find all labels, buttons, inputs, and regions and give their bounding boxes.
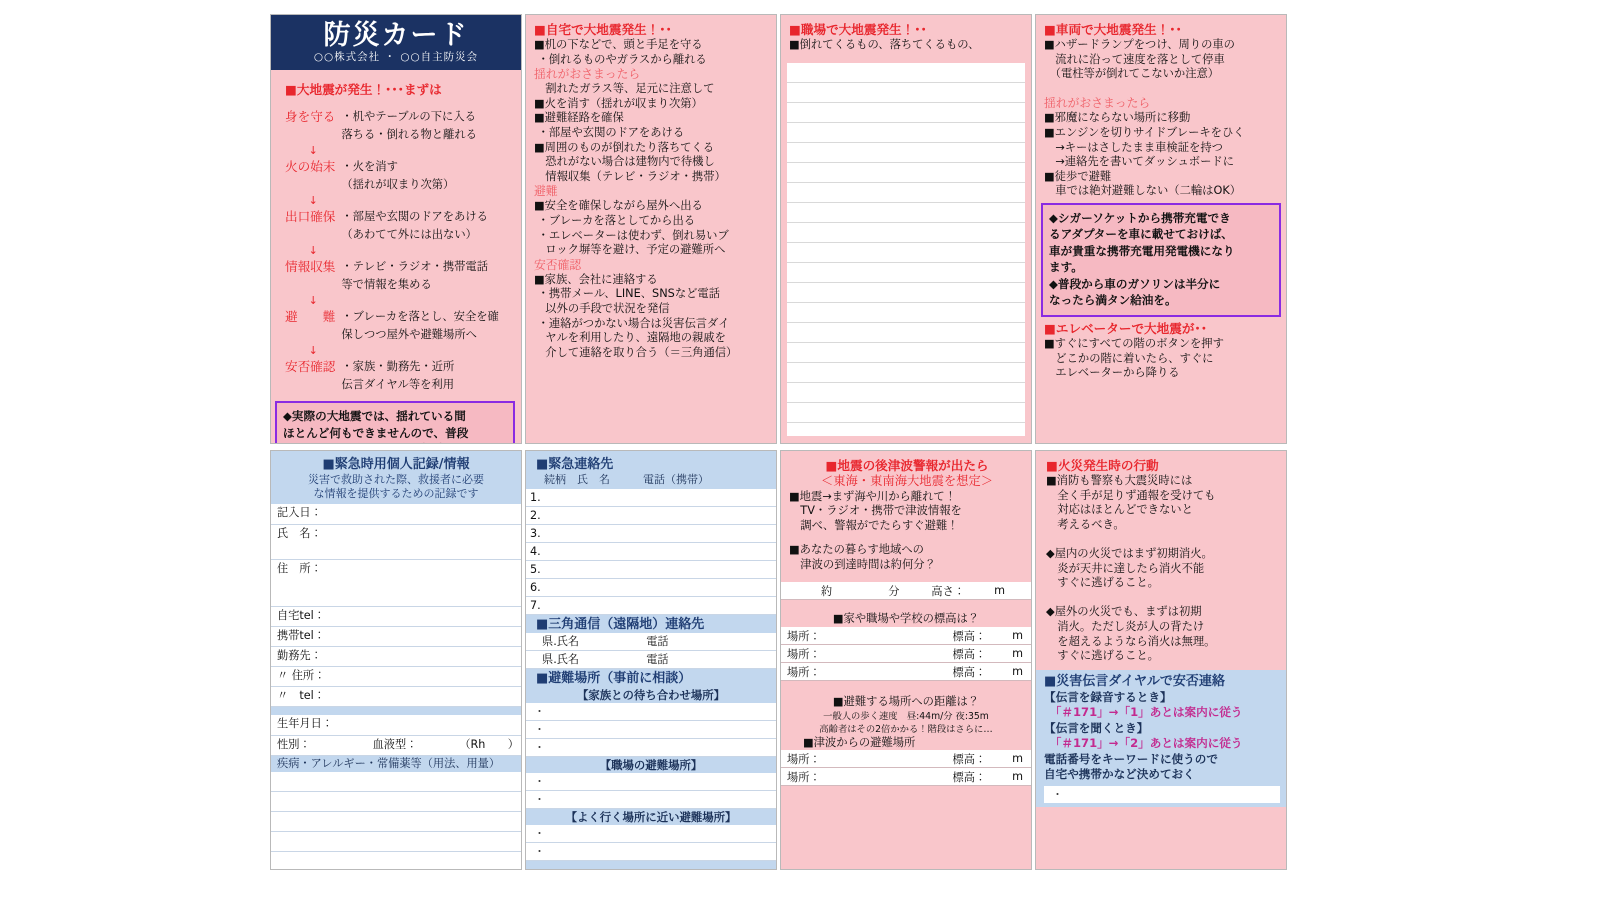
panel4-callout <box>1041 203 1281 317</box>
text-line: ■机の下などで、頭と手足を守る <box>534 38 703 51</box>
fire-line: ■消防も警察も大震災時には <box>1046 474 1193 487</box>
arrival-height-label: 高さ： <box>931 584 965 598</box>
triangle-contact-text: 県.氏名 電話 <box>542 653 669 666</box>
text-line: 安否確認 <box>534 257 582 272</box>
form-medication-line[interactable] <box>271 832 521 852</box>
flow-arrow-spacer <box>341 193 498 208</box>
callout-line: ます。 <box>1049 260 1083 275</box>
flow-row <box>285 258 499 293</box>
panel5-desc-1: 災害で救助された際、救援者に必要 <box>308 473 484 486</box>
text-line: ・連絡がつかない場合は災害伝言ダイ <box>534 316 730 330</box>
text-line: ■邪魔にならない場所に移動 <box>1044 111 1191 125</box>
place-label: 場所： <box>787 665 821 679</box>
family-meeting-place-header: 【家族との待ち合わせ場所】 <box>526 687 776 703</box>
flow-arrow-icon: ↓ <box>308 244 318 257</box>
contact-index: 6. <box>530 581 541 594</box>
contact-index: 4. <box>530 545 541 558</box>
panel4-heading: ■車両で大地震発生！･･ <box>1044 22 1182 37</box>
form-medication-line[interactable] <box>271 792 521 812</box>
form-field-row[interactable] <box>271 715 521 736</box>
text-line: ■家族、会社に連絡する <box>534 272 658 286</box>
flow-detail-line: ・部屋や玄関のドアをあける <box>341 210 488 223</box>
flow-arrow-spacer <box>341 143 498 158</box>
text-line: エレベーターから降りる <box>1044 366 1180 380</box>
contact-row[interactable] <box>526 507 776 525</box>
flow-detail-line: （あわてて外には出ない） <box>341 227 477 241</box>
panel1-heading: ■大地震が発生！･･･まずは <box>285 82 442 97</box>
contact-row[interactable] <box>526 543 776 561</box>
form-field-label: 住 所： <box>277 562 322 575</box>
panel6-heading3: ■避難場所（事前に相談） <box>536 671 692 686</box>
panel5-desc-2: な情報を提供するための記録です <box>313 487 479 500</box>
fire-line: 考えるべき。 <box>1046 517 1125 531</box>
elevation-label: 標高： <box>952 647 987 661</box>
text-line: ■地震→まず海や川から離れて！ <box>789 489 956 503</box>
form-sex-row[interactable] <box>271 736 521 756</box>
panel8-heading: ■火災発生時の行動 <box>1046 458 1159 473</box>
elevation-unit: m <box>1012 770 1023 784</box>
flow-step-label: 情報収集 <box>285 259 336 274</box>
arrival-label: 約 <box>821 584 833 598</box>
fire-line: 対応はほとんどできないと <box>1046 503 1193 517</box>
arrival-unit-min: 分 <box>888 584 900 598</box>
workplace-shelter-line[interactable]: ・ <box>526 791 776 809</box>
text-line: 調べ、警報がでたらすぐ避難！ <box>789 518 959 532</box>
dial-line: 電話番号をキーワードに使うので <box>1044 751 1218 766</box>
panel1-callout <box>275 401 515 444</box>
form-field-label: 携帯tel： <box>277 629 325 642</box>
text-line: どこかの階に着いたら、すぐに <box>1044 351 1214 365</box>
form-field-label: 生年月日： <box>277 717 333 730</box>
elevation-question: ■家や職場や学校の標高は？ <box>832 612 980 626</box>
tsunami-shelter-heading: ■津波からの避難場所 <box>803 735 916 749</box>
page-title: 防災カード <box>323 19 469 51</box>
form-field-row[interactable] <box>271 687 521 707</box>
panel-fire-response <box>1035 450 1287 870</box>
walk-speed-note: 一般人の歩く速度 昼:44m/分 夜:35m <box>823 710 989 722</box>
text-line: ■安全を確保しながら屋外へ出る <box>534 199 703 213</box>
panel6-heading2: ■三角通信（遠隔地）連絡先 <box>536 617 705 632</box>
flow-step-label: 火の始末 <box>285 159 336 174</box>
flow-row <box>285 358 499 393</box>
text-line: →キーはさしたまま車検証を持つ <box>1044 140 1223 154</box>
flow-detail-line: ・家族・勤務先・近所 <box>341 360 455 373</box>
contact-row[interactable] <box>526 579 776 597</box>
flow-row <box>285 308 499 343</box>
text-line: ■避難経路を確保 <box>534 111 624 125</box>
panel3-subline: ■倒れてくるもの、落ちてくるもの、 <box>789 38 980 51</box>
family-meeting-place-line[interactable]: ・ <box>526 721 776 739</box>
flow-step-detail <box>341 358 498 393</box>
text-line: （電柱等が倒れてこないか注意） <box>1044 67 1220 81</box>
flow-arrow-icon: ↓ <box>308 344 318 357</box>
panel-personal-record <box>270 450 522 870</box>
form-field-label: 記入日： <box>277 506 322 519</box>
contact-index: 7. <box>530 599 541 612</box>
dial-line: 「＃171」→「2」あとは案内に従う <box>1044 736 1243 751</box>
form-field-row[interactable] <box>271 607 521 627</box>
elevation-label: 標高： <box>952 770 987 784</box>
flow-step-detail <box>341 208 498 243</box>
text-line: ・携帯メール、LINE、SNSなど電話 <box>534 287 721 301</box>
flow-arrow-spacer <box>341 243 498 258</box>
flow-step-label: 安否確認 <box>285 359 336 374</box>
callout-line: ◆実際の大地震では、揺れている間 <box>283 409 466 423</box>
form-label-rh: （Rh ） <box>459 738 519 751</box>
text-line: 割れたガラス等、足元に注意して <box>534 82 715 96</box>
flow-arrow-icon: ↓ <box>308 144 318 157</box>
flow-step-detail <box>341 108 498 143</box>
flow-detail-line: 落ちる・倒れる物と離れる <box>341 127 477 141</box>
callout-line: なったら満タン給油を。 <box>1049 293 1177 308</box>
form-medication-line[interactable] <box>271 812 521 832</box>
flow-detail-line: 保しつつ屋外や避難場所へ <box>341 327 477 341</box>
flow-arrow-icon: ↓ <box>308 194 318 207</box>
contact-index: 5. <box>530 563 541 576</box>
panel-workplace-earthquake <box>780 14 1032 444</box>
flow-detail-line: ・机やテーブルの下に入る <box>341 110 476 123</box>
form-medication-line[interactable] <box>271 852 521 870</box>
panel-emergency-contacts <box>525 450 777 870</box>
panel7-heading: ■地震の後津波警報が出たら <box>825 458 989 473</box>
text-line: ヤルを利用したり、遠隔地の親戚を <box>534 331 726 345</box>
panel-title-card <box>270 14 522 444</box>
panel5-fields <box>271 504 521 870</box>
flow-arrow-icon: ↓ <box>308 294 318 307</box>
panel6-heading: ■緊急連絡先 <box>536 457 614 472</box>
panel3-heading: ■職場で大地震発生！･･ <box>789 22 927 37</box>
workplace-shelter-header: 【職場の避難場所】 <box>526 757 776 773</box>
form-field-label: 〃 住所： <box>277 669 326 682</box>
form-field-row[interactable] <box>271 504 521 525</box>
tsunami-shelter-row[interactable] <box>781 768 1031 786</box>
panel1-body <box>271 70 521 393</box>
fire-line: ◆屋外の火災でも、まずは初期 <box>1046 605 1202 619</box>
flow-step-detail <box>341 258 498 293</box>
tsunami-shelter-row[interactable] <box>781 750 1031 768</box>
text-line: 避難 <box>534 184 558 199</box>
callout-line: ◆シガーソケットから携帯充電でき <box>1049 210 1231 225</box>
elevation-label: 標高： <box>952 629 987 643</box>
flow-arrow-row <box>285 193 499 208</box>
panel4-elevator-lines <box>1044 337 1280 381</box>
fire-line: すぐに逃げること。 <box>1046 576 1159 590</box>
text-line <box>1044 82 1280 97</box>
place-label: 場所： <box>787 752 821 766</box>
text-line: ■すぐにすべての階のボタンを押す <box>1044 336 1224 350</box>
form-field-row[interactable] <box>271 525 521 560</box>
fire-line: ◆屋内の火災ではまず初期消火。 <box>1046 546 1213 560</box>
form-field-label: 自宅tel： <box>277 609 325 622</box>
text-line: ・部屋や玄関のドアをあける <box>534 125 685 139</box>
text-line: ■ハザードランプをつけ、周りの車の <box>1044 38 1235 51</box>
flow-step-label: 避 難 <box>285 309 336 324</box>
form-label-blood: 血液型： <box>372 738 418 751</box>
arrival-height-unit: m <box>994 584 1005 598</box>
text-line: →連絡先を書いてダッシュボードに <box>1044 155 1234 169</box>
fire-line <box>1046 532 1280 547</box>
text-line: 揺れがおさまったら <box>1044 96 1151 111</box>
flow-step-detail <box>341 158 498 193</box>
flow-row <box>285 158 499 193</box>
tsunami-question-line: 津波の到達時間は約何分？ <box>789 557 936 571</box>
dial-note-line[interactable]: ・ <box>1044 786 1280 803</box>
elevation-row[interactable] <box>781 663 1031 681</box>
place-label: 場所： <box>787 647 821 661</box>
contact-index: 3. <box>530 527 541 540</box>
fire-line: すぐに逃げること。 <box>1046 649 1159 663</box>
fire-line: 炎が天井に達したら消火不能 <box>1046 561 1205 575</box>
form-field-row[interactable] <box>271 560 521 607</box>
flow-step-label: 身を守る <box>285 109 336 124</box>
form-field-row[interactable] <box>271 667 521 687</box>
flow-row <box>285 108 499 143</box>
text-line: 流れに沿って速度を落として停車 <box>1044 52 1225 66</box>
flow-row <box>285 208 499 243</box>
callout-line <box>283 441 507 444</box>
flow-step-detail <box>341 308 498 343</box>
form-field-row[interactable] <box>271 627 521 647</box>
contact-index: 2. <box>530 509 541 522</box>
elevation-unit: m <box>1012 752 1023 766</box>
text-line: 介して連絡を取り合う（＝三角通信） <box>534 345 738 359</box>
dial-line: 「＃171」→「1」あとは案内に従う <box>1044 705 1243 720</box>
nearby-shelter-line[interactable]: ・ <box>526 825 776 843</box>
spacer <box>781 600 1031 612</box>
form-medication-line[interactable] <box>271 772 521 792</box>
panel2-heading: ■自宅で大地震発生！･･ <box>534 22 672 37</box>
dial-line: 【伝言を聞くとき】 <box>1044 720 1149 735</box>
distance-question: ■避難する場所への距離は？ <box>832 695 980 709</box>
elevation-label: 標高： <box>952 665 987 679</box>
family-meeting-place-line[interactable]: ・ <box>526 739 776 757</box>
form-field-row[interactable] <box>271 647 521 667</box>
fire-line: を超えるようなら消火は無理。 <box>1046 634 1216 648</box>
spacer <box>781 572 1031 582</box>
flow-detail-line: ・テレビ・ラジオ・携帯電話 <box>341 260 489 273</box>
text-line: ■徒歩で避難 <box>1044 169 1112 183</box>
family-meeting-place-line[interactable]: ・ <box>526 703 776 721</box>
flow-arrow-row <box>285 243 499 258</box>
elevation-unit: m <box>1012 647 1023 661</box>
elevation-row[interactable] <box>781 627 1031 645</box>
triangle-contact-row[interactable] <box>526 633 776 651</box>
place-label: 場所： <box>787 629 821 643</box>
elderly-note: 高齢者はその2倍かかる！階段はさらに… <box>819 723 993 735</box>
form-medication-header: 疾病・アレルギー・常備薬等（用法、用量） <box>271 756 521 772</box>
text-line: ■周囲のものが倒れたり落ちてくる <box>534 140 715 154</box>
contact-row[interactable] <box>526 561 776 579</box>
spacer <box>781 533 1031 543</box>
text-line: 恐れがない場合は建物内で待機し <box>534 155 715 169</box>
dial-line: 【伝言を録音するとき】 <box>1044 689 1172 704</box>
flow-arrow-row <box>285 143 499 158</box>
nearby-shelter-header: 【よく行く場所に近い避難場所】 <box>526 809 776 825</box>
panel-tsunami-warning <box>780 450 1032 870</box>
panel4-heading2: ■エレベーターで大地震が･･ <box>1044 320 1208 336</box>
workplace-shelter-line[interactable]: ・ <box>526 773 776 791</box>
form-field-label: 勤務先： <box>277 649 322 662</box>
panel6-column-header: 続柄 氏 名 電話（携帯） <box>544 473 709 486</box>
panel8-heading2: ■災害伝言ダイヤルで安否連絡 <box>1044 673 1225 689</box>
text-line: TV・ラジオ・携帯で津波情報を <box>789 504 962 518</box>
form-field-label: 氏 名： <box>277 527 322 540</box>
form-field-label: 〃 tel： <box>277 689 325 702</box>
card-title-bar <box>270 14 522 70</box>
text-line: ・エレベーターは使わず、倒れ易いブ <box>534 228 729 242</box>
panel5-heading: ■緊急時用個人記録/情報 <box>322 457 470 472</box>
panel-home-earthquake <box>525 14 777 444</box>
elevation-label: 標高： <box>952 752 987 766</box>
panel7-body <box>781 533 1031 786</box>
panel7-heading-sub: ＜東海・東南海大地震を想定＞ <box>820 474 994 488</box>
text-line: ■エンジンを切りサイドブレーキをひく <box>1044 125 1245 139</box>
flow-arrow-spacer <box>341 293 498 308</box>
flow-arrow-row <box>285 293 499 308</box>
callout-line: ほとんど何もできませんので、普段 <box>283 425 469 440</box>
text-line: ・倒れるものやガラスから離れる <box>534 52 707 66</box>
text-line: ロック塀等を避け、予定の避難所へ <box>534 243 726 257</box>
elevation-unit: m <box>1012 629 1023 643</box>
flow-detail-line: （揺れが収まり次第） <box>341 177 455 191</box>
text-line: 車では絶対避難しない（二輪はOK） <box>1044 184 1242 198</box>
form-spacer <box>271 707 521 715</box>
callout-line: 車が貴重な携帯充電用発電機になり <box>1049 243 1235 258</box>
callout-line: るアダプターを車に載せておけば、 <box>1049 227 1233 242</box>
tsunami-arrival-row[interactable] <box>781 582 1031 600</box>
elevation-row[interactable] <box>781 645 1031 663</box>
place-label: 場所： <box>787 770 821 784</box>
form-label-sex: 性別： <box>277 738 311 751</box>
flow-detail-line: 等で情報を集める <box>341 277 432 291</box>
panel3-notes-area[interactable] <box>787 63 1025 436</box>
panel7-lines <box>789 490 1025 534</box>
fire-line: 全く手が足りず通報を受けても <box>1046 488 1216 502</box>
text-line: ・ブレーカを落としてから出る <box>534 213 696 227</box>
dial-line: 自宅や携帯かなど決めておく <box>1044 767 1195 782</box>
flow-detail-line: 伝言ダイヤル等を利用 <box>341 377 455 391</box>
flow-detail-line: ・火を消す <box>341 160 398 173</box>
panel6-body <box>526 489 776 861</box>
panel8-dial-block <box>1036 670 1286 807</box>
contact-index: 1. <box>530 491 541 504</box>
text-line: 以外の手段で状況を発信 <box>534 301 670 315</box>
callout-line: ◆普段から車のガソリンは半分に <box>1049 276 1221 291</box>
fire-line <box>1046 591 1280 606</box>
flow-arrow-spacer <box>341 343 498 358</box>
text-line: 情報収集（テレビ・ラジオ・携帯） <box>534 169 726 183</box>
action-flow-table <box>285 108 499 393</box>
triangle-contact-row[interactable] <box>526 651 776 669</box>
nearby-shelter-line[interactable]: ・ <box>526 843 776 861</box>
card-subtitle: ○○株式会社 ・ ○○自主防災会 <box>313 50 479 63</box>
panel8-lines <box>1046 474 1280 664</box>
text-line: 揺れがおさまったら <box>534 67 641 82</box>
fire-line: 消火。ただし炎が人の背たけ <box>1046 619 1205 633</box>
text-line: ■火を消す（揺れが収まり次第） <box>534 96 703 110</box>
tsunami-question-line: ■あなたの暮らす地域への <box>789 543 924 557</box>
spacer <box>781 681 1031 695</box>
contact-row[interactable] <box>526 597 776 615</box>
flow-detail-line: ・ブレーカを落とし、安全を確 <box>341 310 499 323</box>
flow-step-label: 出口確保 <box>285 209 336 224</box>
elevation-unit: m <box>1012 665 1023 679</box>
panel-vehicle-earthquake <box>1035 14 1287 444</box>
flow-arrow-row <box>285 343 499 358</box>
contact-row[interactable] <box>526 489 776 507</box>
contact-row[interactable] <box>526 525 776 543</box>
disaster-card-sheet <box>270 14 1302 880</box>
triangle-contact-text: 県.氏名 電話 <box>542 635 669 648</box>
panel4-lines <box>1044 38 1280 199</box>
panel2-lines <box>534 38 770 360</box>
